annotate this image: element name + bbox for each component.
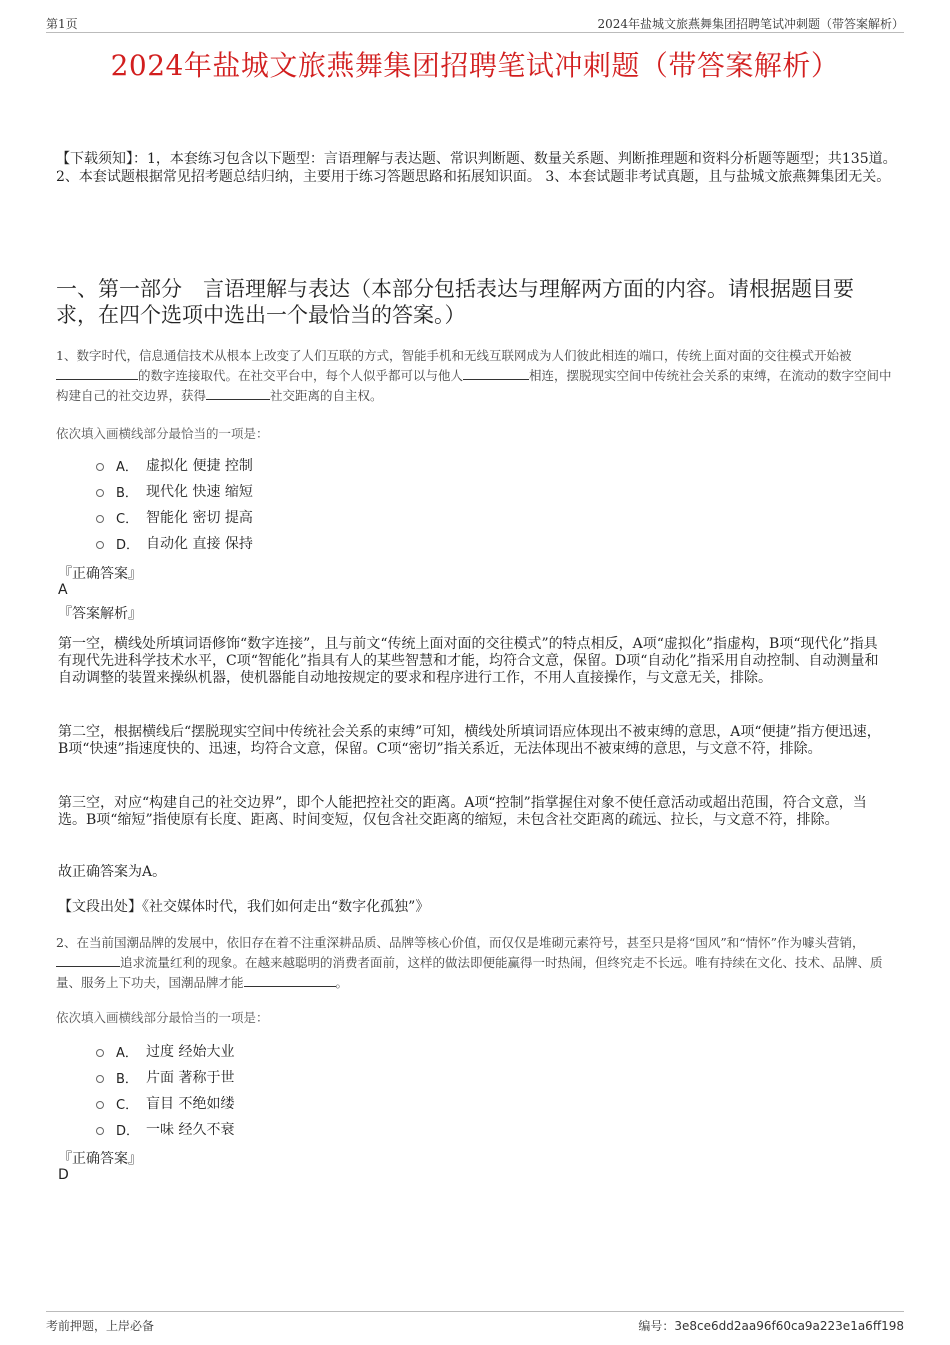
source-citation: 【文段出处】《社交媒体时代，我们如何走出“数字化孤独”》 — [58, 899, 430, 915]
option-letter: C． — [116, 1097, 139, 1113]
question-2-options — [96, 1038, 234, 1142]
page-footer — [46, 1311, 904, 1334]
option-d[interactable] — [96, 1116, 234, 1142]
correct-answer-label: 『正确答案』 — [58, 566, 142, 582]
correct-answer-label: 『正确答案』 — [58, 1151, 142, 1167]
option-letter: D． — [116, 1123, 140, 1139]
option-text: 现代化 快速 缩短 — [146, 484, 253, 500]
download-notice: 【下载须知】：1，本套练习包含以下题型：言语理解与表达题、常识判断题、数量关系题、判断推理题和资料分析题等题型；共135道。 2、本套试题根据常见招考题总结归纳，主要用于练习答题思路和拓展知识面。 3、本套试题非考试真题，且与盐城文旅燕舞集团无关。 — [56, 151, 897, 185]
footer-code — [638, 1317, 904, 1334]
document-title: 2024年盐城文旅燕舞集团招聘笔试冲刺题（带答案解析） — [110, 49, 840, 82]
question-1-text-part: 相连，摆脱现实空间中传统社会关系的束缚，在流动的数字空间中构建自己的社交边界，获得 — [56, 368, 892, 403]
footer-code-label: 编号： — [638, 1319, 675, 1333]
page-header — [46, 12, 904, 33]
option-text: 一味 经久不衰 — [146, 1122, 235, 1138]
option-text: 自动化 直接 保持 — [146, 536, 253, 552]
answer-blank — [463, 367, 529, 380]
page-number: 第1页 — [46, 17, 78, 31]
option-d[interactable] — [96, 530, 253, 556]
option-c[interactable] — [96, 1090, 234, 1116]
analysis-paragraph: 第三空，对应“构建自己的社交边界”，即个人能把控社交的距离。A项“控制”指掌握住对象不使任意活动或超出范围，符合文意，当选。B项“缩短”指使原有长度、距离、时间变短，仅包含社交距离的缩短，未包含社交距离的疏远、拉长，与文意不符，排除。 — [58, 795, 867, 828]
option-text: 盲目 不绝如缕 — [146, 1096, 235, 1112]
question-1-hint: 依次填入画横线部分最恰当的一项是： — [56, 426, 269, 441]
option-a[interactable] — [96, 452, 253, 478]
option-c[interactable] — [96, 504, 253, 530]
option-letter: A． — [116, 1045, 138, 1061]
correct-answer: D — [58, 1167, 69, 1183]
answer-blank — [56, 367, 138, 380]
analysis-paragraph: 第二空，根据横线后“摆脱现实空间中传统社会关系的束缚”可知，横线处所填词语应体现出不被束缚的意思，A项“便捷”指方便迅速，B项“快速”指速度快的、迅速，均符合文意，保留。C项“密切”指关系近，无法体现出不被束缚的意思，与文意不符，排除。 — [58, 724, 881, 757]
option-letter: D． — [116, 537, 140, 553]
question-1-text-part: 的数字连接取代。在社交平台中，每个人似乎都可以与他人 — [138, 368, 464, 383]
footer-code-value: 3e8ce6dd2aa96f60ca9a223e1a6ff198 — [674, 1319, 904, 1333]
radio-button-icon[interactable] — [96, 1127, 104, 1135]
option-text: 片面 著称于世 — [146, 1070, 235, 1086]
answer-blank — [56, 954, 120, 967]
option-letter: B． — [116, 485, 138, 501]
radio-button-icon[interactable] — [96, 1075, 104, 1083]
answer-blank — [244, 974, 336, 987]
option-letter: A． — [116, 459, 138, 475]
analysis-conclusion: 故正确答案为A。 — [58, 864, 167, 880]
answer-blank — [206, 387, 270, 400]
question-1-text — [56, 346, 898, 406]
question-1-options — [96, 452, 253, 556]
option-text: 过度 经始大业 — [146, 1044, 235, 1060]
radio-button-icon[interactable] — [96, 463, 104, 471]
option-letter: B． — [116, 1071, 138, 1087]
option-b[interactable] — [96, 478, 253, 504]
option-a[interactable] — [96, 1038, 234, 1064]
option-text: 智能化 密切 提高 — [146, 510, 253, 526]
footer-slogan: 考前押题，上岸必备 — [46, 1319, 155, 1333]
radio-button-icon[interactable] — [96, 1049, 104, 1057]
question-1-text-part: 1、数字时代，信息通信技术从根本上改变了人们互联的方式，智能手机和无线互联网成为人们彼此相连的端口，传统上面对面的交往模式开始被 — [56, 348, 852, 363]
question-2-text-part: 追求流量红利的现象。在越来越聪明的消费者面前，这样的做法即便能赢得一时热闹，但终究走不长远。唯有持续在文化、技术、品牌、质量、服务上下功夫，国潮品牌才能 — [56, 955, 883, 990]
option-letter: C． — [116, 511, 139, 527]
section-title: 一、第一部分 言语理解与表达（本部分包括表达与理解两方面的内容。请根据题目要求，在四个选项中选出一个最恰当的答案。） — [56, 277, 854, 327]
option-text: 虚拟化 便捷 控制 — [146, 458, 253, 474]
correct-answer: A — [58, 582, 68, 598]
radio-button-icon[interactable] — [96, 541, 104, 549]
option-b[interactable] — [96, 1064, 234, 1090]
question-2-hint: 依次填入画横线部分最恰当的一项是： — [56, 1010, 269, 1025]
question-2-text — [56, 933, 898, 993]
analysis-paragraph: 第一空，横线处所填词语修饰“数字连接”，且与前文“传统上面对面的交往模式”的特点相反，A项“虚拟化”指虚构，B项“现代化”指具有现代先进科学技术水平，C项“智能化”指具有人的某些智慧和才能，均符合文意，保留。D项“自动化”指采用自动控制、自动测量和自动调整的装置来操纵机器，使机器能自动地按规定的要求和程序进行工作，不用人直接操作，与文意无关，排除。 — [58, 636, 879, 686]
radio-button-icon[interactable] — [96, 515, 104, 523]
radio-button-icon[interactable] — [96, 489, 104, 497]
analysis-label: 『答案解析』 — [58, 606, 142, 622]
question-1-text-part: 社交距离的自主权。 — [270, 388, 383, 403]
radio-button-icon[interactable] — [96, 1101, 104, 1109]
question-2-text-part: 2、在当前国潮品牌的发展中，依旧存在着不注重深耕品质、品牌等核心价值，而仅仅是堆砌元素符号，甚至只是将“国风”和“情怀”作为噱头营销， — [56, 935, 865, 950]
header-doc-title: 2024年盐城文旅燕舞集团招聘笔试冲刺题（带答案解析） — [597, 17, 904, 31]
question-2-text-part: 。 — [335, 975, 349, 990]
